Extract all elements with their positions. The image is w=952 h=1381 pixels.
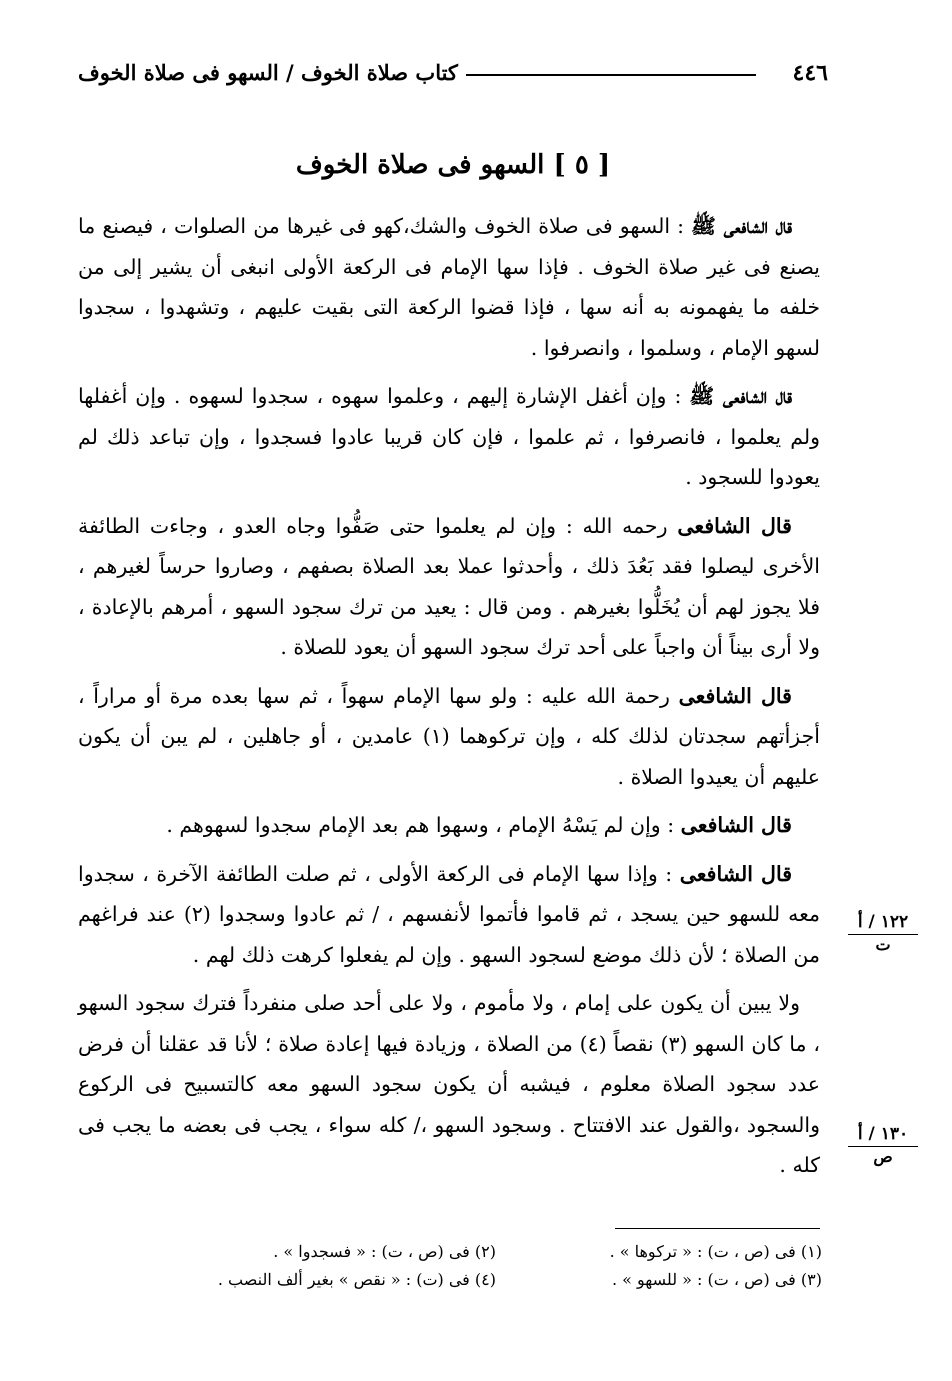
paragraph-text: : وإذا سها الإمام فى الركعة الأولى ، ثم صلت الطائفة الآخرة ، سجدوا معه للسهو حين يسجد ، ثم قاموا فأتموا لأنفسهم ، / ثم عادوا وسجدوا (٢) عند فراغهم من الصلاة ؛ لأن ذلك موضع لسجود السهو . وإن لم يفعلوا كرهت ذلك لهم . <box>78 861 821 967</box>
footnote: (٤) فى (ت) : « نقص » بغير ألف النصب . <box>217 1270 496 1289</box>
paragraph-lead: قال الشافعى <box>677 513 792 538</box>
footnote-rule <box>615 1228 820 1229</box>
paragraph-lead: قال الشافعى ﷺ <box>691 214 792 238</box>
margin-note-sig: ت <box>875 935 891 954</box>
paragraph-text: ولا يبين أن يكون على إمام ، ولا مأموم ، ولا على أحد صلى منفرداً فترك سجود السهو ، ما كان السهو (٣) نقصاً (٤) من الصلاة ، وزيادة فيها إعادة صلاة ؛ لأنا قد عقلنا أن فرض عدد سجود الصلاة معلوم ، فيشبه أن يكون سجود السهو معه كالتسبيح فى الركوع والسجود ،والقول عند الافتتاح . وسجود السهو ،/ كله سواء ، يجب فى بعضه ما يجب فى كله . <box>78 991 820 1177</box>
section-heading: [ ٥ ] السهو فى صلاة الخوف <box>295 150 611 180</box>
paragraph <box>78 983 820 1186</box>
running-header <box>78 56 828 96</box>
paragraph <box>78 854 820 976</box>
footnotes <box>170 1238 822 1294</box>
running-title: كتاب صلاة الخوف / السهو فى صلاة الخوف <box>78 60 458 85</box>
paragraph <box>78 805 820 846</box>
footnote: (٢) فى (ص ، ت) : « فسجدوا » . <box>273 1242 496 1261</box>
paragraph-text: : وإن أغفل الإشارة إليهم ، وعلموا سهوه ، سجدوا لسهوه . وإن أغفلها ولم يعلموا ، فانصرفوا ، ثم علموا ، فإن كان قريبا عادوا فسجدوا ، وإن تباعد ذلك لم يعودوا للسجود . <box>78 384 820 489</box>
margin-note <box>848 912 918 955</box>
margin-note-ref: ١٢٢ / أ <box>848 912 918 935</box>
margin-note-sig: ص <box>873 1147 893 1166</box>
margin-note <box>848 1124 918 1167</box>
margin-note-ref: ١٣٠ / أ <box>848 1124 918 1147</box>
paragraph-text: : السهو فى صلاة الخوف والشك،كهو فى غيرها من الصلوات ، فيصنع ما يصنع فى غير صلاة الخوف . فإذا سها الإمام فى الركعة الأولى انبغى أن يشير إلى من خلفه ما يفهمونه به أنه سها ، فإذا قضوا الركعة التى بقيت عليهم ، وتشهدوا ، سجدوا لسهو الإمام ، وسلموا ، وانصرفوا . <box>78 214 820 360</box>
footnote: (١) فى (ص ، ت) : « تركوها » . <box>609 1242 822 1261</box>
paragraph <box>78 676 820 798</box>
paragraph-text: رحمة الله عليه : ولو سها الإمام سهواً ، ثم سها بعده مرة أو مراراً ، أجزأتهم سجدتان لذلك كله ، وإن تركوهما (١) عامدين ، أو جاهلين ، لم يبن أن يكون عليهم أن يعيدوا الصلاة . <box>78 683 820 789</box>
paragraph-lead: قال الشافعى <box>679 861 792 886</box>
header-rule <box>466 74 756 76</box>
paragraph-text: : وإن لم يَسْهُ الإمام ، وسهوا هم بعد الإمام سجدوا لسهوهم . <box>166 813 681 837</box>
footnote-row <box>170 1266 822 1294</box>
paragraph-text: رحمه الله : وإن لم يعلموا حتى صَفُّوا وجاه العدو ، وجاءت الطائفة الأخرى ليصلوا فقد بَعُدَ ذلك ، وأحدثوا عملا بعد الصلاة بصفهم ، وصاروا حرساً لغيرهم ، فلا يجوز لهم أن يُخَلُّوا بغيرهم . ومن قال : يعيد من ترك سجود السهو ، أمرهم بالإعادة ، ولا أرى بيناً أن واجباً على أحد ترك سجود السهو أن يعود للصلاة . <box>78 513 820 659</box>
paragraph <box>78 506 820 668</box>
footnote: (٣) فى (ص ، ت) : « للسهو » . <box>611 1270 822 1289</box>
paragraph <box>78 376 820 498</box>
paragraph-lead: قال الشافعى <box>680 813 792 837</box>
paragraph-lead: قال الشافعى <box>678 683 792 708</box>
page-number: ٤٤٦ <box>792 60 828 86</box>
paragraph <box>78 206 820 368</box>
paragraph-lead: قال الشافعى ﷺ <box>689 384 793 408</box>
body-text <box>78 206 820 1194</box>
footnote-row <box>170 1238 822 1266</box>
